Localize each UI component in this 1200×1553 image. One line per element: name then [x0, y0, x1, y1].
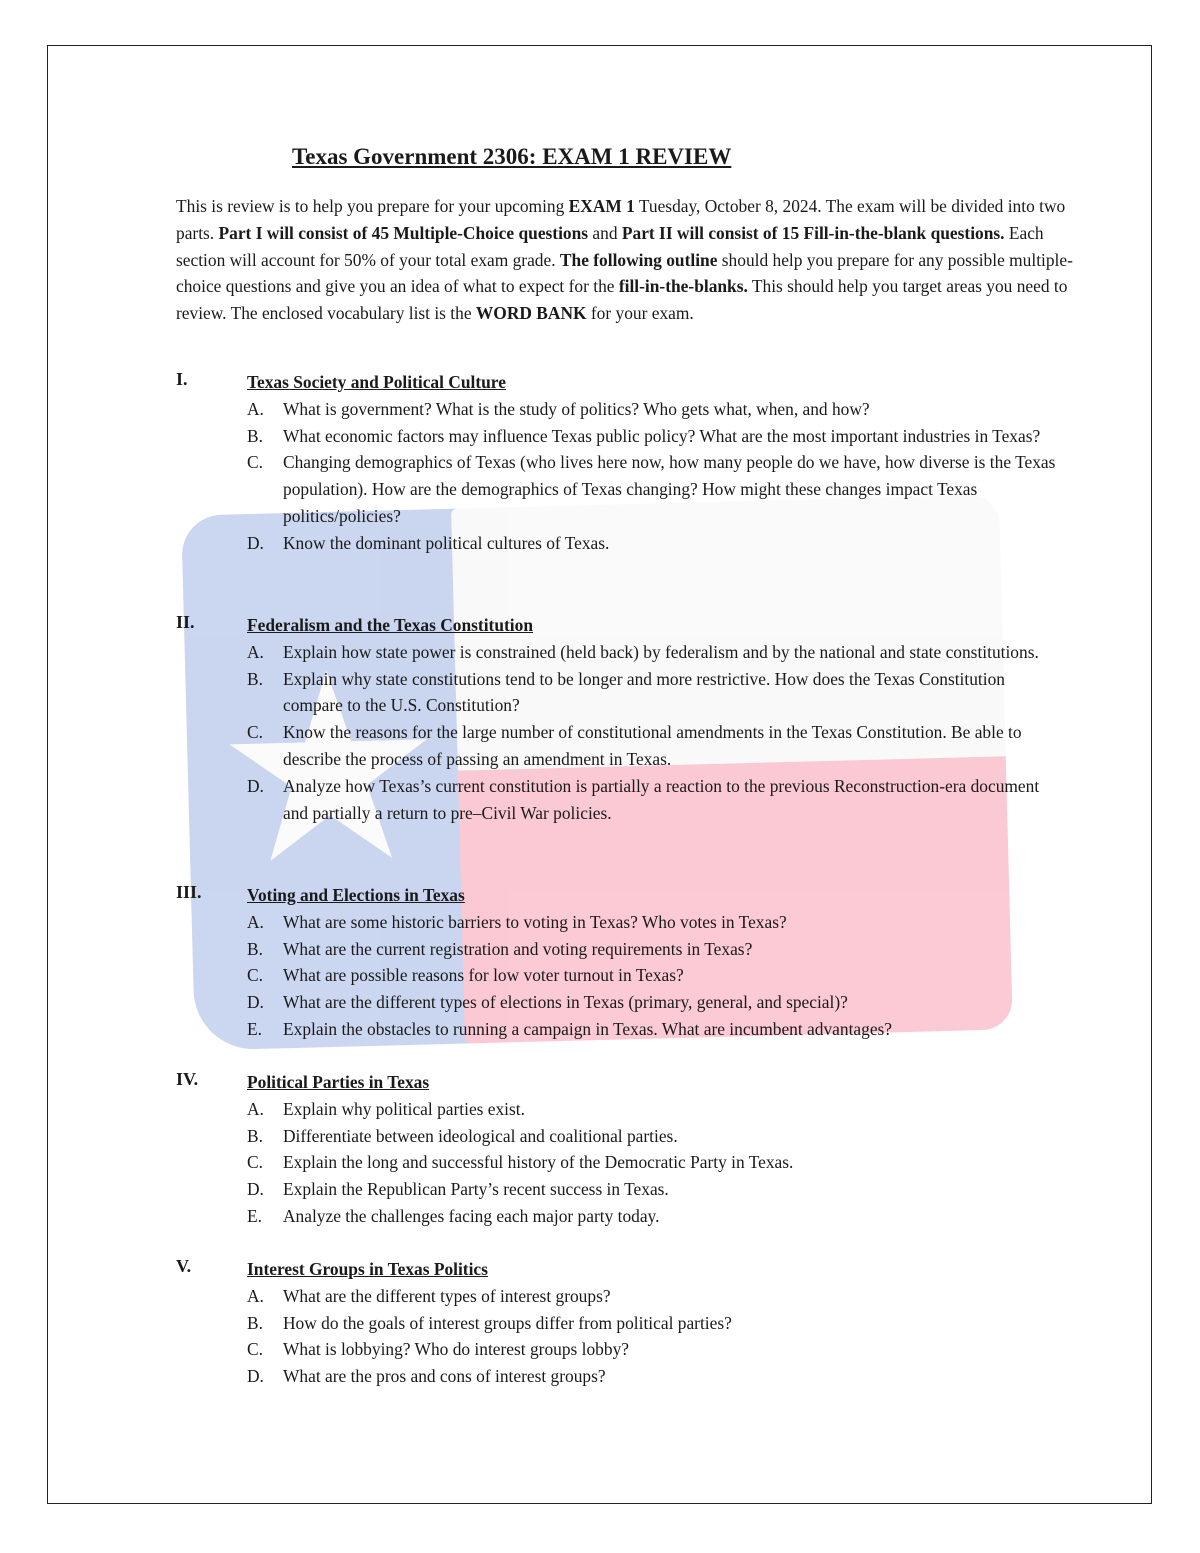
intro-bold: fill-in-the-blanks.: [618, 276, 748, 297]
list-item: [247, 666, 1059, 720]
item-letter: D.: [247, 1366, 264, 1387]
list-item: [247, 1149, 1059, 1176]
item-letter: C.: [247, 722, 263, 743]
item-letter: B.: [247, 1125, 263, 1146]
list-item: [247, 1176, 1059, 1203]
item-text: What are some historic barriers to voting in Texas? Who votes in Texas?: [283, 911, 787, 932]
section-heading: Voting and Elections in Texas: [247, 885, 465, 905]
intro-text: and: [588, 222, 622, 243]
item-letter: B.: [247, 668, 263, 689]
section-heading: Political Parties in Texas: [247, 1072, 430, 1092]
item-letter: A.: [247, 641, 264, 662]
list-item: [247, 423, 1059, 450]
section-numeral: V.: [176, 1256, 192, 1276]
item-letter: D.: [247, 1179, 264, 1200]
item-letter: A.: [247, 1098, 264, 1119]
list-item: [247, 1016, 1059, 1043]
section-heading: Texas Society and Political Culture: [247, 372, 506, 392]
item-text: Explain the Republican Party’s recent success in Texas.: [283, 1179, 669, 1200]
item-text: Explain the long and successful history of the Democratic Party in Texas.: [283, 1152, 794, 1173]
intro-bold: Part II will consist of 15 Fill-in-the-blank questions.: [621, 222, 1005, 243]
item-letter: A.: [247, 1285, 264, 1306]
intro-text: should help you prepare for any possible multiple-choice questions and give you an idea of what to expect for the: [176, 249, 1073, 297]
item-text: Explain how state power is constrained (held back) by federalism and by the national and state constitutions.: [283, 641, 1039, 662]
item-letter: B.: [247, 938, 263, 959]
intro-bold: WORD BANK: [475, 303, 587, 324]
list-item: [247, 530, 1059, 557]
item-letter: E.: [247, 1018, 262, 1039]
list-item: [247, 1363, 1059, 1390]
list-item: [247, 1336, 1059, 1363]
intro-bold: The following outline: [559, 249, 718, 270]
list-item: [247, 962, 1059, 989]
item-text: Explain why state constitutions tend to be longer and more restrictive. How does the Texas Constitution compare to the U.S. Constitution?: [283, 668, 1005, 716]
item-text: What are the pros and cons of interest groups?: [283, 1366, 606, 1387]
list-item: [247, 1310, 1059, 1337]
intro-text: This should help you target areas you need to review. The enclosed vocabulary list is the: [176, 276, 1068, 324]
section-items: [247, 639, 1059, 827]
list-item: [247, 989, 1059, 1016]
section-numeral: III.: [176, 882, 202, 902]
intro-paragraph: [176, 193, 1086, 327]
item-letter: C.: [247, 1152, 263, 1173]
section-numeral: IV.: [176, 1069, 199, 1089]
item-text: What are the different types of elections in Texas (primary, general, and special)?: [283, 992, 848, 1013]
document-title: Texas Government 2306: EXAM 1 REVIEW: [292, 144, 732, 169]
intro-bold: EXAM 1: [568, 196, 635, 216]
item-text: What are possible reasons for low voter turnout in Texas?: [283, 965, 684, 986]
section-numeral: I.: [176, 369, 188, 389]
list-item: [247, 1203, 1059, 1230]
item-text: What is lobbying? Who do interest groups lobby?: [283, 1339, 629, 1360]
section-heading: Interest Groups in Texas Politics: [247, 1259, 488, 1279]
item-letter: D.: [247, 532, 264, 553]
section-items: [247, 396, 1059, 557]
list-item: [247, 936, 1059, 963]
list-item: [247, 909, 1059, 936]
section-items: [247, 1096, 1059, 1230]
intro-text: Each section will account for 50% of your total exam grade.: [176, 222, 1044, 270]
list-item: [247, 773, 1059, 827]
item-text: Changing demographics of Texas (who lives here now, how many people do we have, how diverse is the Texas population). How are the demographics of Texas changing? How might these changes impact Texas politics/policies?: [283, 452, 1056, 526]
item-letter: C.: [247, 1339, 263, 1360]
item-text: Know the reasons for the large number of constitutional amendments in the Texas Constitution. Be able to describe the process of passing an amendment in Texas.: [283, 722, 1022, 769]
section-items: [247, 909, 1059, 1043]
intro-text: This is review is to help you prepare for your upcoming: [176, 196, 569, 216]
intro-text: for your exam.: [586, 303, 694, 324]
item-letter: D.: [247, 775, 264, 796]
item-letter: E.: [247, 1205, 262, 1226]
item-text: What are the current registration and voting requirements in Texas?: [283, 938, 753, 959]
item-text: What are the different types of interest groups?: [283, 1285, 611, 1306]
item-text: Explain the obstacles to running a campaign in Texas. What are incumbent advantages?: [283, 1018, 893, 1039]
item-text: Analyze the challenges facing each major party today.: [283, 1205, 660, 1226]
item-text: Differentiate between ideological and coalitional parties.: [283, 1125, 678, 1146]
item-text: Analyze how Texas’s current constitution is partially a reaction to the previous Reconstruction-era document and partially a return to pre–Civil War policies.: [283, 775, 1040, 823]
item-letter: A.: [247, 398, 264, 419]
item-letter: B.: [247, 1312, 263, 1333]
item-letter: D.: [247, 992, 264, 1013]
item-text: Explain why political parties exist.: [283, 1098, 525, 1119]
list-item: [247, 1096, 1059, 1123]
item-text: What is government? What is the study of politics? Who gets what, when, and how?: [283, 398, 870, 419]
section-items: [247, 1283, 1059, 1390]
list-item: [247, 719, 1059, 773]
item-text: Know the dominant political cultures of Texas.: [283, 532, 610, 553]
intro-bold: Part I will consist of 45 Multiple-Choice questions: [218, 222, 589, 243]
section-numeral: II.: [176, 612, 195, 632]
item-text: What economic factors may influence Texas public policy? What are the most important industries in Texas?: [283, 425, 1041, 446]
list-item: [247, 1123, 1059, 1150]
item-letter: A.: [247, 911, 264, 932]
intro-text: Tuesday, October 8, 2024. The exam will be divided into two parts.: [176, 196, 1066, 243]
list-item: [247, 449, 1059, 529]
list-item: [247, 639, 1059, 666]
item-text: How do the goals of interest groups differ from political parties?: [283, 1312, 732, 1333]
item-letter: C.: [247, 965, 263, 986]
item-letter: B.: [247, 425, 263, 446]
list-item: [247, 396, 1059, 423]
item-letter: C.: [247, 452, 263, 473]
section-heading: Federalism and the Texas Constitution: [247, 615, 534, 635]
list-item: [247, 1283, 1059, 1310]
